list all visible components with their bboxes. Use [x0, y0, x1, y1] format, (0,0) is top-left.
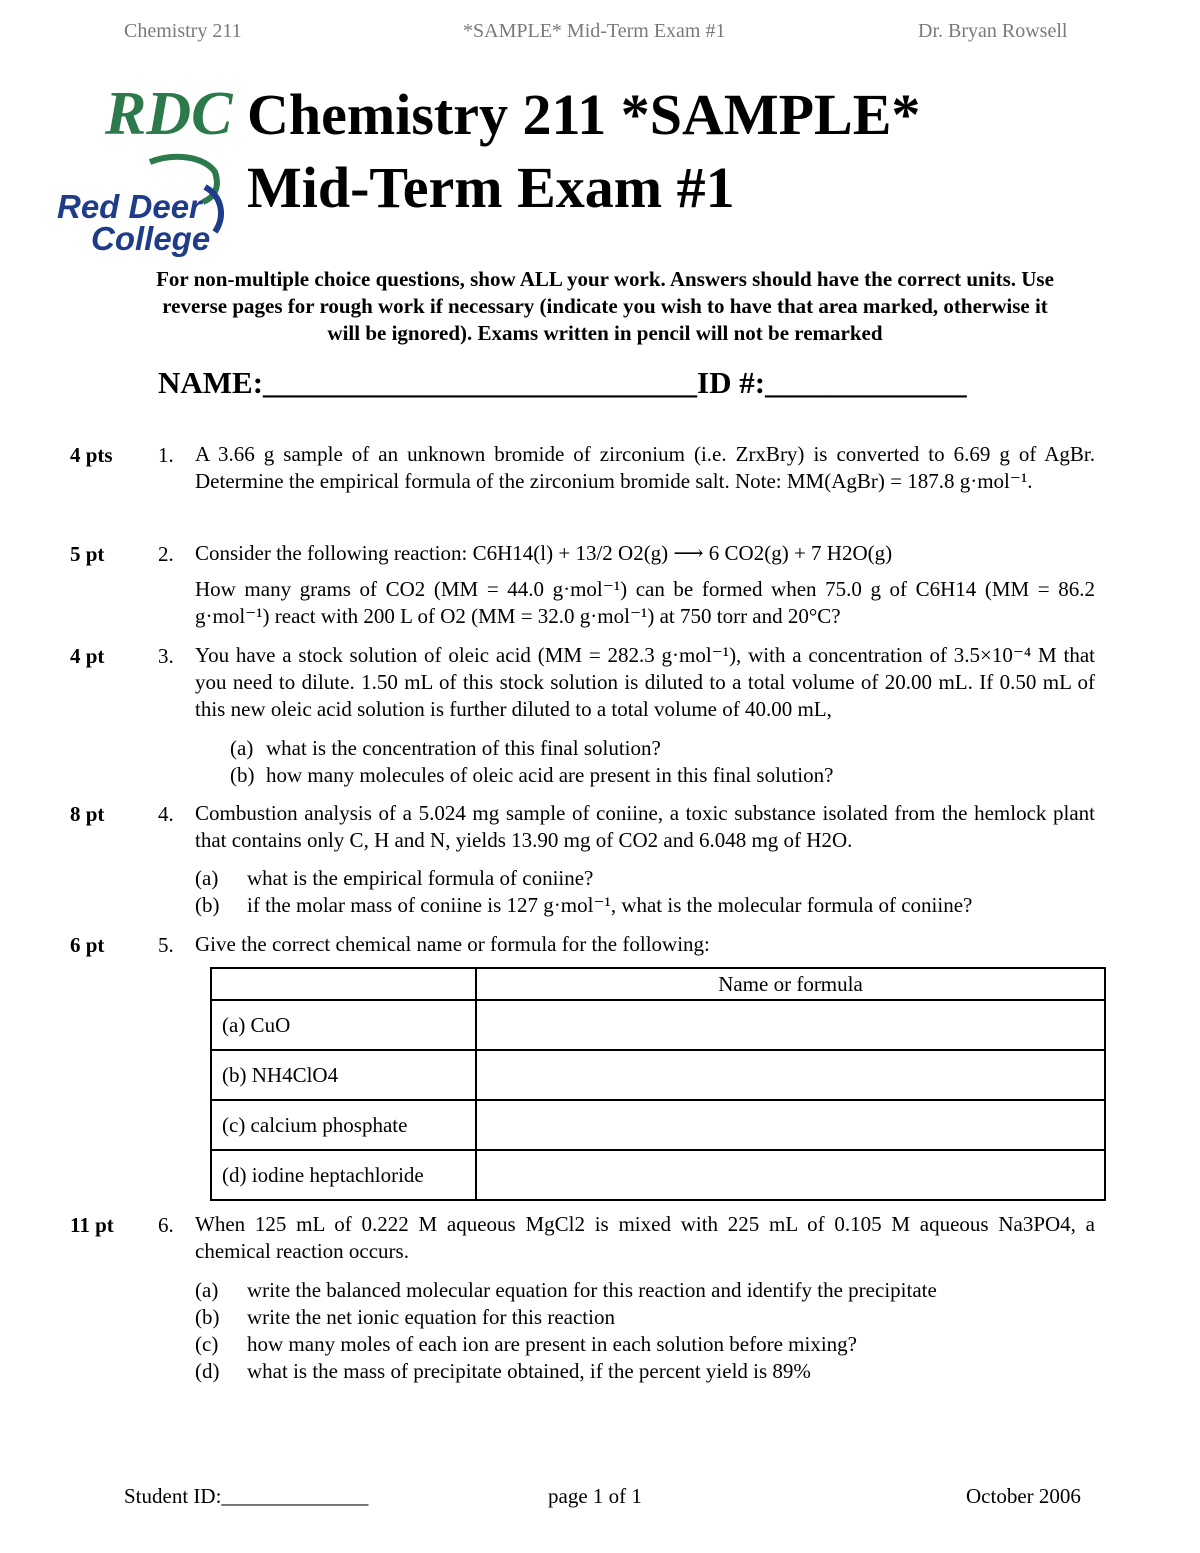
- logo-line1: Red Deer: [57, 188, 202, 225]
- part-text: if the molar mass of coniine is 127 g·mol⁻¹, what is the molecular formula of coniine?: [247, 893, 973, 917]
- q6-text: When 125 mL of 0.222 M aqueous MgCl2 is mixed with 225 mL of 0.105 M aqueous Na3PO4, a chemical reaction occurs.: [195, 1212, 1095, 1263]
- q6-points: 11 pt: [70, 1213, 114, 1237]
- part-text: write the net ionic equation for this reaction: [247, 1305, 615, 1329]
- name-label: NAME:: [158, 365, 264, 400]
- q3-part-a: [230, 735, 661, 762]
- table-item: (d) iodine heptachloride: [211, 1150, 476, 1200]
- q2-number: 2.: [158, 542, 174, 566]
- q6-part-a: [195, 1277, 937, 1304]
- answer-cell[interactable]: [476, 1100, 1105, 1150]
- logo-monogram: RDC: [105, 80, 233, 148]
- q4-part-b: [195, 892, 972, 919]
- college-logo: [55, 72, 235, 262]
- q1-text: A 3.66 g sample of an unknown bromide of zirconium (i.e. ZrxBry) is converted to 6.69 g of AgBr. Determine the empirical formula of the zirconium bromide salt. Note: MM(AgBr) = 187.8 g·mol⁻¹.: [195, 442, 1095, 493]
- part-label: (b): [195, 893, 220, 917]
- q5-text: Give the correct chemical name or formula for the following:: [195, 932, 710, 956]
- logo-line2: College: [91, 220, 211, 257]
- part-label: (a): [195, 866, 219, 890]
- header-course: Chemistry 211: [124, 20, 242, 42]
- instructions: For non-multiple choice questions, show ALL your work. Answers should have the correct units. Use reverse pages for rough work if necessary (indicate you wish to have that area marked, otherwise it will be ignored). Exams written in pencil will not be remarked: [156, 267, 1054, 345]
- q6-part-d: [195, 1358, 811, 1385]
- q2-points: 5 pt: [70, 542, 105, 566]
- table-row: [211, 1000, 1105, 1050]
- q5-number: 5.: [158, 933, 174, 957]
- q6-part-b: [195, 1304, 615, 1331]
- table-row: [211, 1150, 1105, 1200]
- q3-points: 4 pt: [70, 644, 105, 668]
- table-item: (c) calcium phosphate: [211, 1100, 476, 1150]
- name-id-row: [158, 365, 967, 401]
- part-text: what is the concentration of this final solution?: [266, 736, 661, 760]
- part-label: (c): [195, 1332, 219, 1356]
- part-text: what is the empirical formula of coniine?: [247, 866, 594, 890]
- q4-number: 4.: [158, 802, 174, 826]
- answer-cell[interactable]: [476, 1000, 1105, 1050]
- part-label: (a): [195, 1278, 219, 1302]
- q3-text: You have a stock solution of oleic acid (MM = 282.3 g·mol⁻¹), with a concentration of 3.5×10⁻⁴ M that you need to dilute. 1.50 mL of this stock solution is diluted to a total volume of 20.00 mL. If 0.50 mL of this new oleic acid solution is further diluted to a total volume of 40.00 mL,: [195, 643, 1095, 721]
- table-item: (a) CuO: [211, 1000, 476, 1050]
- q2-text: How many grams of CO2 (MM = 44.0 g·mol⁻¹) can be formed when 75.0 g of C6H14 (MM = 86.2 g·mol⁻¹) react with 200 L of O2 (MM = 32.0 g·mol⁻¹) at 750 torr and 20°C?: [195, 577, 1095, 628]
- table-header-row: [211, 968, 1105, 1000]
- footer-page-number: page 1 of 1: [548, 1484, 642, 1508]
- table-row: [211, 1050, 1105, 1100]
- exam-title-line1: Chemistry 211 *SAMPLE*: [247, 82, 921, 147]
- footer-date: October 2006: [966, 1484, 1081, 1508]
- name-field[interactable]: ____________________________: [263, 365, 698, 400]
- part-label: (d): [195, 1359, 220, 1383]
- answer-cell[interactable]: [476, 1150, 1105, 1200]
- part-text: what is the mass of precipitate obtained, if the percent yield is 89%: [247, 1359, 811, 1383]
- part-label: (a): [230, 736, 254, 760]
- q4-points: 8 pt: [70, 802, 105, 826]
- table-row: [211, 1100, 1105, 1150]
- q1-points: 4 pts: [70, 443, 113, 467]
- q4-part-a: [195, 865, 593, 892]
- header-instructor: Dr. Bryan Rowsell: [918, 20, 1068, 42]
- id-field[interactable]: _____________: [765, 365, 967, 400]
- part-label: (b): [230, 763, 255, 787]
- q3-part-b: [230, 762, 833, 789]
- q6-part-c: [195, 1331, 857, 1358]
- q4-text: Combustion analysis of a 5.024 mg sample of coniine, a toxic substance isolated from the hemlock plant that contains only C, H and N, yields 13.90 mg of CO2 and 6.048 mg of H2O.: [195, 801, 1095, 852]
- exam-title-line2: Mid-Term Exam #1: [247, 155, 735, 220]
- answer-cell[interactable]: [476, 1050, 1105, 1100]
- q3-number: 3.: [158, 644, 174, 668]
- table-header-empty: [211, 968, 476, 1000]
- part-label: (b): [195, 1305, 220, 1329]
- header-exam: *SAMPLE* Mid-Term Exam #1: [463, 20, 726, 42]
- q6-number: 6.: [158, 1213, 174, 1237]
- q1-number: 1.: [158, 443, 174, 467]
- table-item: (b) NH4ClO4: [211, 1050, 476, 1100]
- footer-student-id: Student ID:______________: [124, 1484, 369, 1508]
- part-text: write the balanced molecular equation for this reaction and identify the precipitate: [247, 1278, 937, 1302]
- id-label: ID #:: [697, 365, 766, 400]
- q5-points: 6 pt: [70, 933, 105, 957]
- part-text: how many molecules of oleic acid are present in this final solution?: [266, 763, 834, 787]
- part-text: how many moles of each ion are present in each solution before mixing?: [247, 1332, 857, 1356]
- q2-reaction: Consider the following reaction: C6H14(l) + 13/2 O2(g) ⟶ 6 CO2(g) + 7 H2O(g): [195, 541, 893, 565]
- table-header-name-or-formula: Name or formula: [476, 968, 1105, 1000]
- nomenclature-table: [210, 967, 1106, 1201]
